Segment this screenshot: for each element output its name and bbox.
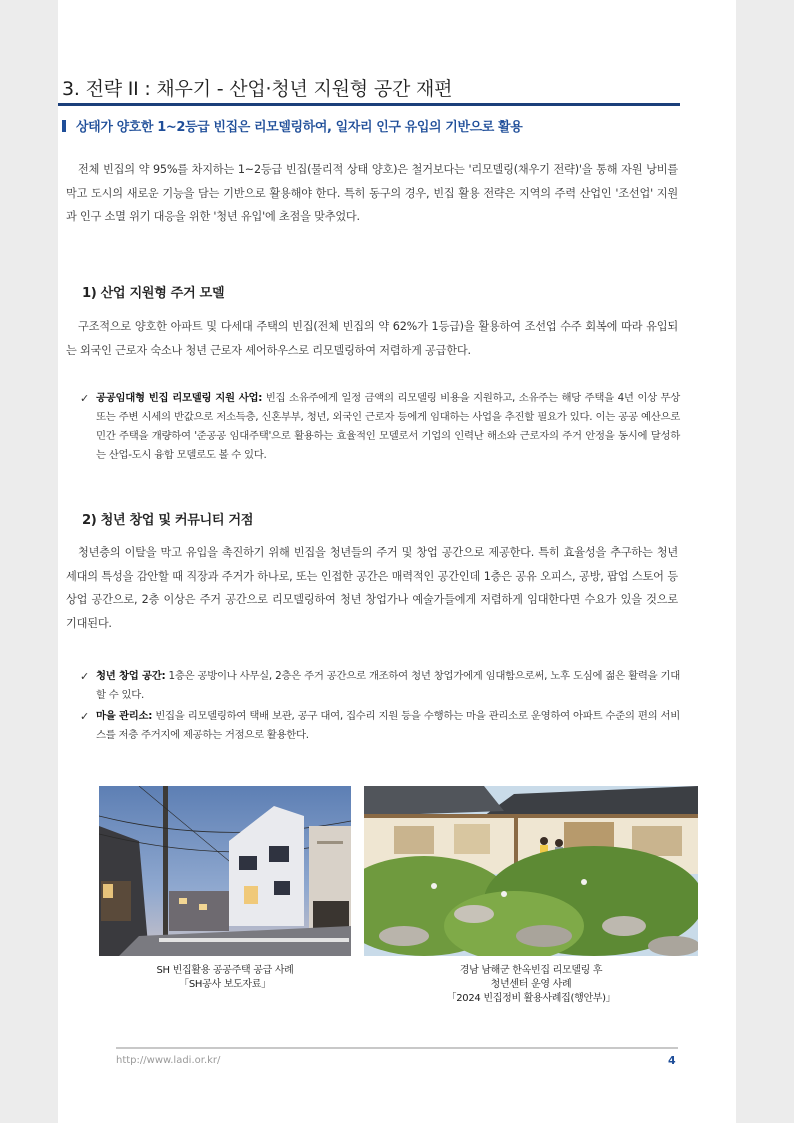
footer-divider — [116, 1047, 678, 1049]
figure-2-caption — [364, 964, 698, 1006]
page-title: 3. 전략 II : 채우기 - 산업·청년 지원형 공간 재편 — [62, 78, 453, 100]
item-text: 1층은 공방이나 사무실, 2층은 주거 공간으로 개조하여 청년 창업가에게 임대함으로써, 노후 도심에 젊은 활력을 기대할 수 있다. — [96, 670, 680, 701]
section-1-title: 1) 산업 지원형 주거 모델 — [82, 286, 225, 301]
item-label: 마을 관리소: — [96, 710, 153, 722]
check-list-item — [80, 667, 680, 705]
subheading-text: 상태가 양호한 1~2등급 빈집은 리모델링하여, 일자리 인구 유입의 기반으로 활용 — [76, 120, 523, 135]
figure-2-caption-line1: 경남 남해군 한옥빈집 리모델링 후 — [459, 965, 603, 976]
hanok-youth-center-photo — [364, 786, 698, 956]
figure-2-caption-line2: 청년센터 운영 사례 — [490, 979, 572, 990]
check-list-item — [80, 707, 681, 745]
item-label: 청년 창업 공간: — [96, 670, 166, 682]
figure-1-caption-line2: 「SH공사 보도자료」 — [179, 979, 271, 990]
title-divider — [58, 103, 680, 106]
section-subheading — [62, 116, 522, 135]
item-label: 공공임대형 빈집 리모델링 지원 사업: — [96, 392, 263, 404]
section-2-paragraph: 청년층의 이탈을 막고 유입을 촉진하기 위해 빈집을 청년들의 주거 및 창업 공간으로 제공한다. 특히 효율성을 추구하는 청년 세대의 특성을 감안할 때 직장과 주거가 하나로, 또는 인접한 공간은 매력적인 공간인데 1층은 공유 오피스, 공방, 팝업 스토어 등 상업 공간으로, 2층 이상은 주거 공간으로 리모델링하여 청년 창업가나 예술가들에게 저렴하게 임대한다면 수요가 있을 것으로 기대된다. — [66, 546, 678, 630]
figure-1-caption-line1: SH 빈집활용 공공주택 공급 사례 — [156, 965, 294, 976]
page-number: 4 — [668, 1054, 676, 1067]
check-icon: ✓ — [80, 392, 89, 405]
figure-1-caption — [99, 964, 351, 992]
intro-paragraph: 전체 빈집의 약 95%를 차지하는 1~2등급 빈집(물리적 상태 양호)은 철거보다는 '리모델링(채우기 전략)'을 통해 자원 낭비를 막고 도시의 새로운 기능을 담는 기반으로 활용해야 한다. 특히 동구의 경우, 빈집 활용 전략은 지역의 주력 산업인 '조선업' 지원과 인구 소멸 위기 대응을 위한 '청년 유입'에 초점을 맞추었다. — [66, 163, 678, 223]
sh-housing-photo — [99, 786, 351, 956]
check-list-item — [80, 389, 681, 465]
check-icon: ✓ — [80, 710, 89, 723]
check-icon: ✓ — [80, 670, 89, 683]
square-bullet-icon — [62, 120, 66, 132]
figure-2-caption-line3: 「2024 빈집정비 활용사례집(행안부)」 — [446, 993, 616, 1004]
item-text: 빈집 소유주에게 일정 금액의 리모델링 비용을 지원하고, 소유주는 해당 주택을 4년 이상 무상 또는 주변 시세의 반값으로 저소득층, 신혼부부, 청년, 외국인 근로자 등에게 임대하는 사업을 추진할 필요가 있다. 이는 공공 예산으로 민간 주택을 개량하여 '준공공 임대주택'으로 활용하는 효율적인 모델로서 기업의 인력난 해소와 근로자의 주거 안정을 동시에 달성하는 산업-도시 융합 모델로도 볼 수 있다. — [96, 392, 681, 461]
section-2-title: 2) 청년 창업 및 커뮤니티 거점 — [82, 513, 254, 528]
footer-url: http://www.ladi.or.kr/ — [116, 1055, 221, 1066]
section-1-paragraph: 구조적으로 양호한 아파트 및 다세대 주택의 빈집(전체 빈집의 약 62%가 1등급)을 활용하여 조선업 수주 회복에 따라 유입되는 외국인 근로자 숙소나 청년 근로자 셰어하우스로 리모델링하여 저렴하게 공급한다. — [66, 320, 678, 357]
item-text: 빈집을 리모델링하여 택배 보관, 공구 대여, 집수리 지원 등을 수행하는 마을 관리소로 운영하여 아파트 수준의 편의 서비스를 저층 주거지에 제공하는 거점으로 활용한다. — [96, 710, 681, 741]
